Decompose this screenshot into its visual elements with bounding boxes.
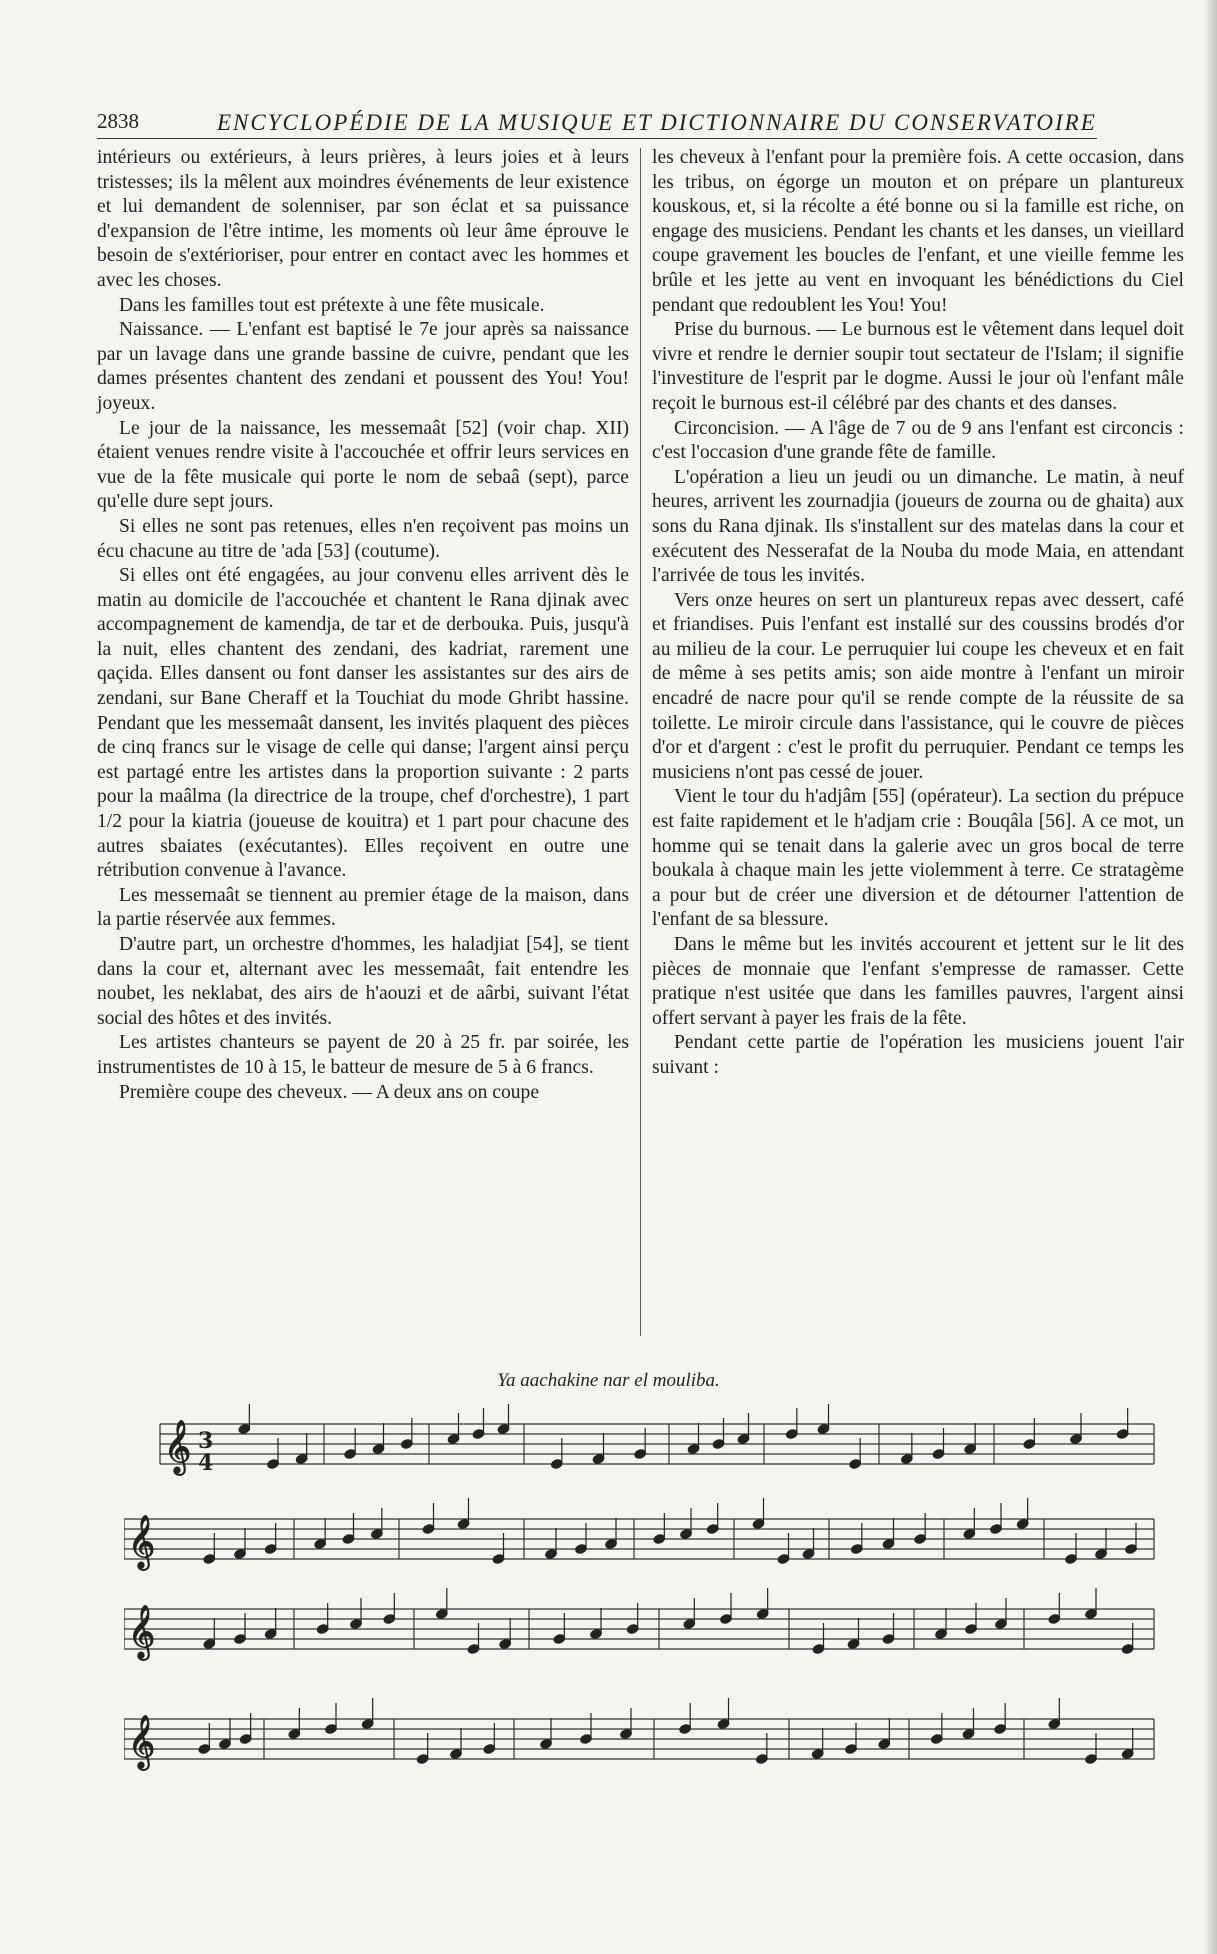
paragraph: L'opération a lieu un jeudi ou un dimanche. Le matin, à neuf heures, arrivent les zournadjia (joueurs de zourna ou de ghaita) aux sons du Rana djinak. Ils s'installent sur des matelas dans la cour et exécutent des Nesserafat de la Nouba du mode Maia, en attendant l'arrivée de tous les invités. <box>652 466 1184 587</box>
treble-clef-icon: 𝄞 <box>164 1419 192 1473</box>
running-header <box>97 104 1097 139</box>
paragraph: Le jour de la naissance, les messemaât [52] (voir chap. XII) étaient venues rendre visite à l'accouchée et offrir leurs services en vue de la fête musicale qui porte le nom de sebaâ (sept), parce qu'elle dure sept jours. <box>97 417 629 513</box>
paragraph: les cheveux à l'enfant pour la première fois. A cette occasion, dans les tribus, on égorge un mouton et on prépare un plantureux kouskous, et, si la récolte a été bonne ou si la famille est riche, on engage des musiciens. Pendant les chants et les danses, un vieillard coupe gravement les boucles de l'enfant, et une vieille femme les brûle et les jette au vent en invoquant les bénédictions du Ciel pendant que redoublent les You! You! <box>652 147 1184 316</box>
paragraph: Les messemaât se tiennent au premier étage de la maison, dans la partie réservée aux femmes. <box>97 884 629 931</box>
paragraph: intérieurs ou extérieurs, à leurs prières, à leurs joies et à leurs tristesses; ils la mêlent aux moindres événements de leur existence et lui demandent de solenniser, par son éclat et sa puissance d'expansion de l'être intime, les moments où leur âme éprouve le besoin de s'extérioriser, pour entrer en contact avec les hommes et avec les choses. <box>97 147 629 291</box>
paragraph: Naissance. — L'enfant est baptisé le 7e jour après sa naissance par un lavage dans une grande bassine de cuivre, pendant que les dames présentes chantent des zendani et poussent des You! You! joyeux. <box>97 319 629 414</box>
paragraph: Vers onze heures on sert un plantureux repas avec dessert, café et friandises. Puis l'enfant est installé sur des coussins brodés d'or au milieu de la cour. Le perruquier lui coupe les cheveux et en fait de même à ses petits amis; son aide montre à l'enfant un miroir encadré de nacre pour qu'il se rende compte de la réussite de sa toilette. Le miroir circule dans l'assistance, qui le couvre de pièces d'or et d'argent : c'est le profit du perruquier. Pendant ce temps les musiciens n'ont pas cessé de jouer. <box>652 589 1184 783</box>
treble-clef-icon: 𝄞 <box>128 1604 156 1658</box>
time-sig-bottom: 4 <box>198 1450 214 1476</box>
paragraph: Première coupe des cheveux. — A deux ans on coupe <box>119 1081 540 1103</box>
time-sig-top: 3 <box>198 1428 214 1454</box>
paragraph: Pendant cette partie de l'opération les musiciens jouent l'air suivant : <box>652 1032 1184 1078</box>
paragraph: Les artistes chanteurs se payent de 20 à 25 fr. par soirée, les instrumentistes de 10 à 15, le batteur de mesure de 5 à 6 francs. <box>97 1032 629 1078</box>
running-title: ENCYCLOPÉDIE DE LA MUSIQUE ET DICTIONNAIRE DU CONSERVATOIRE <box>217 110 1097 135</box>
treble-clef-icon: 𝄞 <box>128 1514 156 1568</box>
paragraph: D'autre part, un orchestre d'hommes, les haladjiat [54], se tient dans la cour et, alternant avec les messemaât, fait entendre les noubet, les neklabat, des airs de h'aouzi et de aârbi, suivant l'état social des hôtes et des invités. <box>97 934 629 1029</box>
music-score <box>124 1404 1164 1854</box>
music-title: Ya aachakine nar el mouliba. <box>497 1370 720 1391</box>
treble-clef-icon: 𝄞 <box>128 1714 156 1768</box>
left-column <box>97 146 629 1105</box>
paragraph: Dans les familles tout est prétexte à une fête musicale. <box>119 294 545 316</box>
paragraph: Si elles ont été engagées, au jour convenu elles arrivent dès le matin au domicile de l'accouchée et chantent le Rana djinak avec accompagnement de kamendja, de tar et de derbouka. Puis, jusqu'à la nuit, elles chantent des zendani, des kadriat, rarement une qaçida. Elles dansent ou font danser les assistantes sur des airs de zendani, sur Bane Cheraff et la Touchiat du mode Ghribt hassine. Pendant que les messemaât dansent, les invités plaquent des pièces de cinq francs sur le visage de celle qui danse; l'argent ainsi perçu est partagé entre les artistes dans la proportion suivante : 2 parts pour la maâlma (la directrice de la troupe, chef d'orchestre), 1 part 1/2 pour la kiatria (joueuse de kouitra) et 1 part pour chacune des autres sbaiates (exécutantes). Elles reçoivent en outre une rétribution convenue à l'avance. <box>97 565 629 882</box>
paragraph: Vient le tour du h'adjâm [55] (opérateur). La section du prépuce est faite rapidement et le h'adjam crie : Bouqâla [56]. A ce mot, un homme qui se tenait dans la galerie avec un gros bocal de terre boukala à chaque main les jette violemment à terre. Ce stratagème a pour but de créer une diversion et de détourner l'attention de l'enfant de sa blessure. <box>652 786 1184 931</box>
paragraph: Circoncision. — A l'âge de 7 ou de 9 ans l'enfant est circoncis : c'est l'occasion d'une grande fête de famille. <box>652 417 1184 464</box>
page-number: 2838 <box>97 109 139 133</box>
paragraph: Dans le même but les invités accourent et jettent sur le lit des pièces de monnaie que l'enfant s'empresse de ramasser. Cette pratique n'est usitée que dans les familles pauvres, l'argent ainsi offert servant à payer les frais de la fête. <box>652 934 1184 1029</box>
right-column <box>652 146 1184 1081</box>
page-edge <box>1203 0 1217 1954</box>
column-rule <box>640 148 641 1336</box>
paragraph: Prise du burnous. — Le burnous est le vêtement dans lequel doit vivre et rendre le dernier soupir tout sectateur de l'Islam; il signifie l'investiture de l'esprit par le dogme. Aussi le jour où l'enfant mâle reçoit le burnous est-il célébré par des chants et des danses. <box>652 319 1184 414</box>
paragraph: Si elles ne sont pas retenues, elles n'en reçoivent pas moins un écu chacune au titre de 'ada [53] (coutume). <box>97 515 629 562</box>
